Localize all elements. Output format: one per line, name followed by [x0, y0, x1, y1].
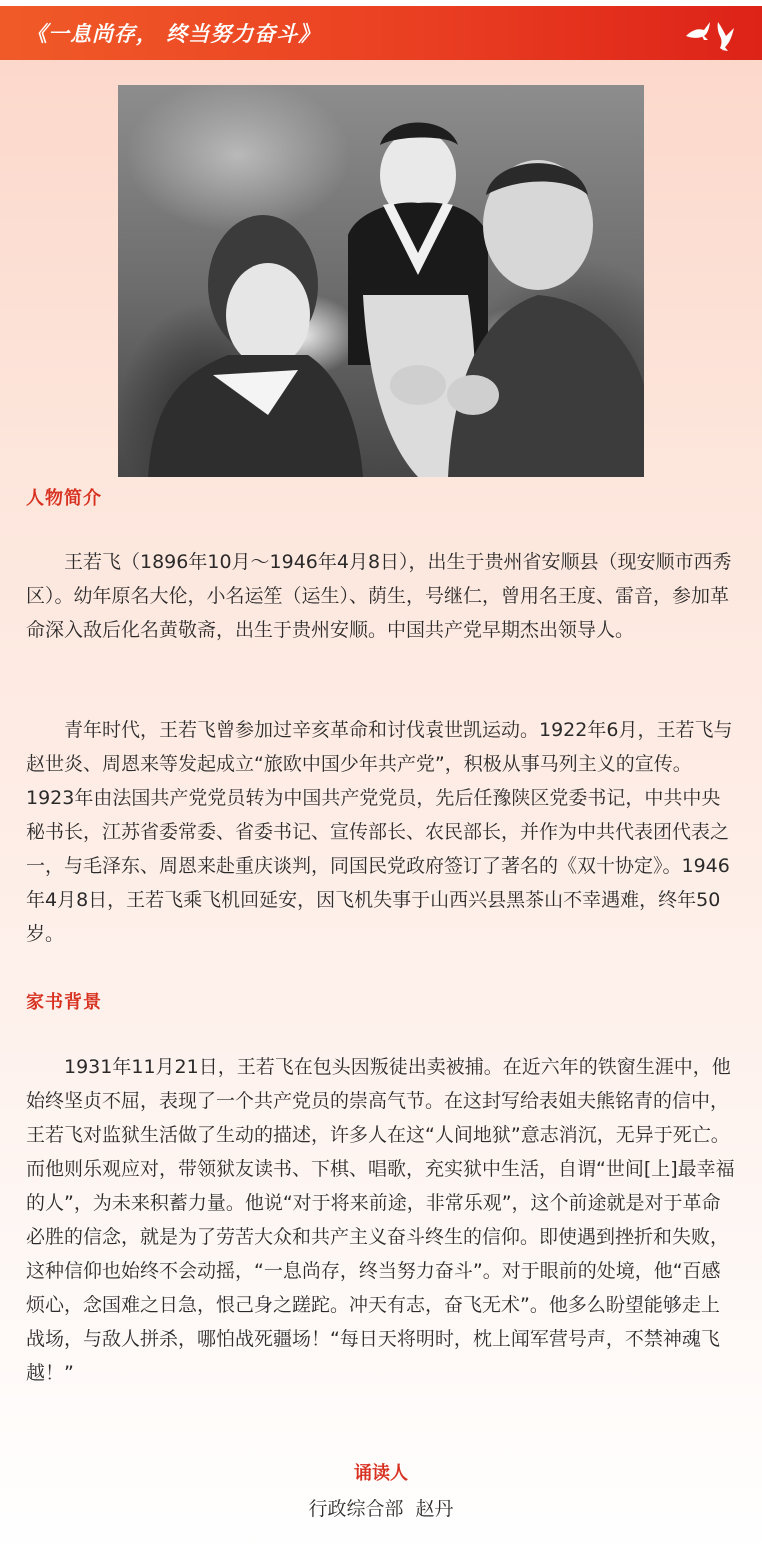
profile-paragraph-1: 王若飞（1896年10月～1946年4月8日），出生于贵州省安顺县（现安顺市西秀区）。幼年原名大伦，小名运笙（运生）、荫生，号继仁，曾用名王度、雷音，参加革命深入敌后化名黄敬斋，出生于贵州安顺。中国共产党早期杰出领导人。 — [26, 551, 732, 641]
dove-icon — [682, 16, 742, 52]
reader-label: 诵读人 — [354, 1463, 408, 1484]
background-paragraph: 1931年11月21日，王若飞在包头因叛徒出卖被捕。在近六年的铁窗生涯中，他始终坚贞不屈，表现了一个共产党员的崇高气节。在这封写给表姐夫熊铭青的信中，王若飞对监狱生活做了生动的描述，许多人在这“人间地狱”意志消沉，无异于死亡。而他则乐观应对，带领狱友读书、下棋、唱歌，充实狱中生活，自谓“世间[上]最幸福的人”，为未来积蓄力量。他说“对于将来前途，非常乐观”，这个前途就是对于革命必胜的信念，就是为了劳苦大众和共产主义奋斗终生的信仰。即使遇到挫折和失败，这种信仰也始终不会动摇，“一息尚存，终当努力奋斗”。对于眼前的处境，他“百感烦心，念国难之日急，恨己身之蹉跎。冲天有志，奋飞无术”。他多么盼望能够走上战场，与敌人拼杀，哪怕战死疆场！“每日天将明时，枕上闻军营号声，不禁神魂飞越！” — [26, 1056, 735, 1384]
historical-photo — [118, 85, 644, 477]
reader-name: 行政综合部 赵丹 — [308, 1498, 454, 1520]
title-banner — [0, 6, 762, 60]
profile-paragraph-2: 青年时代，王若飞曾参加过辛亥革命和讨伐袁世凯运动。1922年6月，王若飞与赵世炎、周恩来等发起成立“旅欧中国少年共产党”，积极从事马列主义的宣传。1923年由法国共产党党员转为中国共产党党员，先后任豫陕区党委书记，中共中央秘书长，江苏省委常委、省委书记、宣传部长、农民部长，并作为中共代表团代表之一，与毛泽东、周恩来赴重庆谈判，同国民党政府签订了著名的《双十协定》。1946年4月8日，王若飞乘飞机回延安，因飞机失事于山西兴县黑茶山不幸遇难，终年50岁。 — [26, 719, 733, 945]
photo-figures-illustration — [118, 85, 644, 477]
background-heading: 家书背景 — [26, 992, 102, 1013]
profile-heading: 人物简介 — [26, 488, 102, 509]
banner-title: 《一息尚存， 终当努力奋斗》 — [26, 22, 321, 46]
